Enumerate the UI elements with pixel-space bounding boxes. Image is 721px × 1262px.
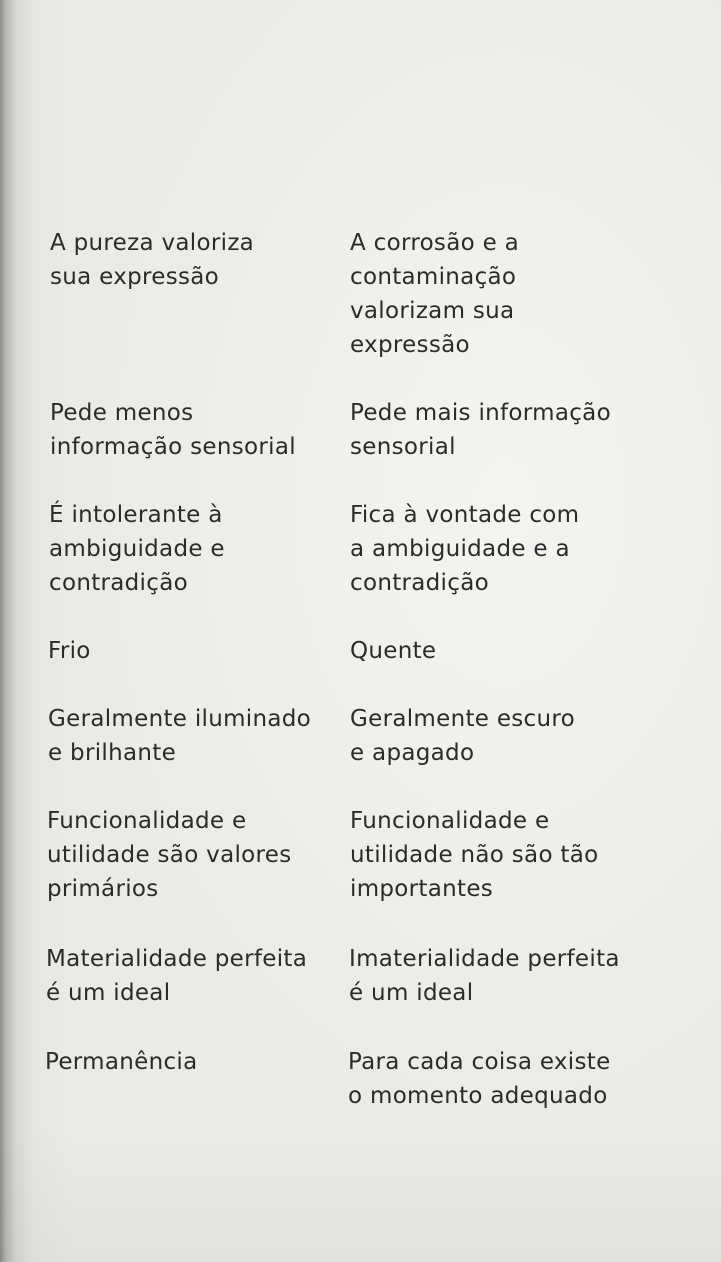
left-column-text: Funcionalidade e utilidade são valores primários	[47, 808, 292, 902]
right-column-text: Pede mais informação sensorial	[350, 400, 611, 460]
right-column-text: Imaterialidade perfeita é um ideal	[349, 946, 620, 1006]
left-column-text: A pureza valoriza sua expressão	[50, 230, 255, 290]
left-column-text: Permanência	[45, 1049, 198, 1075]
right-column-text: Quente	[350, 638, 437, 664]
left-column-text: Geralmente iluminado e brilhante	[48, 706, 312, 766]
left-column-text: É intolerante à ambiguidade e contradição	[49, 502, 225, 596]
right-column-text: Para cada coisa existe o momento adequado	[348, 1049, 611, 1109]
left-column-text: Frio	[48, 638, 91, 664]
right-column-text: A corrosão e a contaminação valorizam sua expressão	[350, 230, 520, 358]
right-column-text: Fica à vontade com a ambiguidade e a contradição	[350, 502, 580, 596]
left-column-text: Materialidade perfeita é um ideal	[46, 946, 308, 1006]
right-column-text: Geralmente escuro e apagado	[350, 706, 576, 766]
right-column-text: Funcionalidade e utilidade não são tão importantes	[350, 808, 599, 902]
left-column-text: Pede menos informação sensorial	[50, 400, 296, 460]
